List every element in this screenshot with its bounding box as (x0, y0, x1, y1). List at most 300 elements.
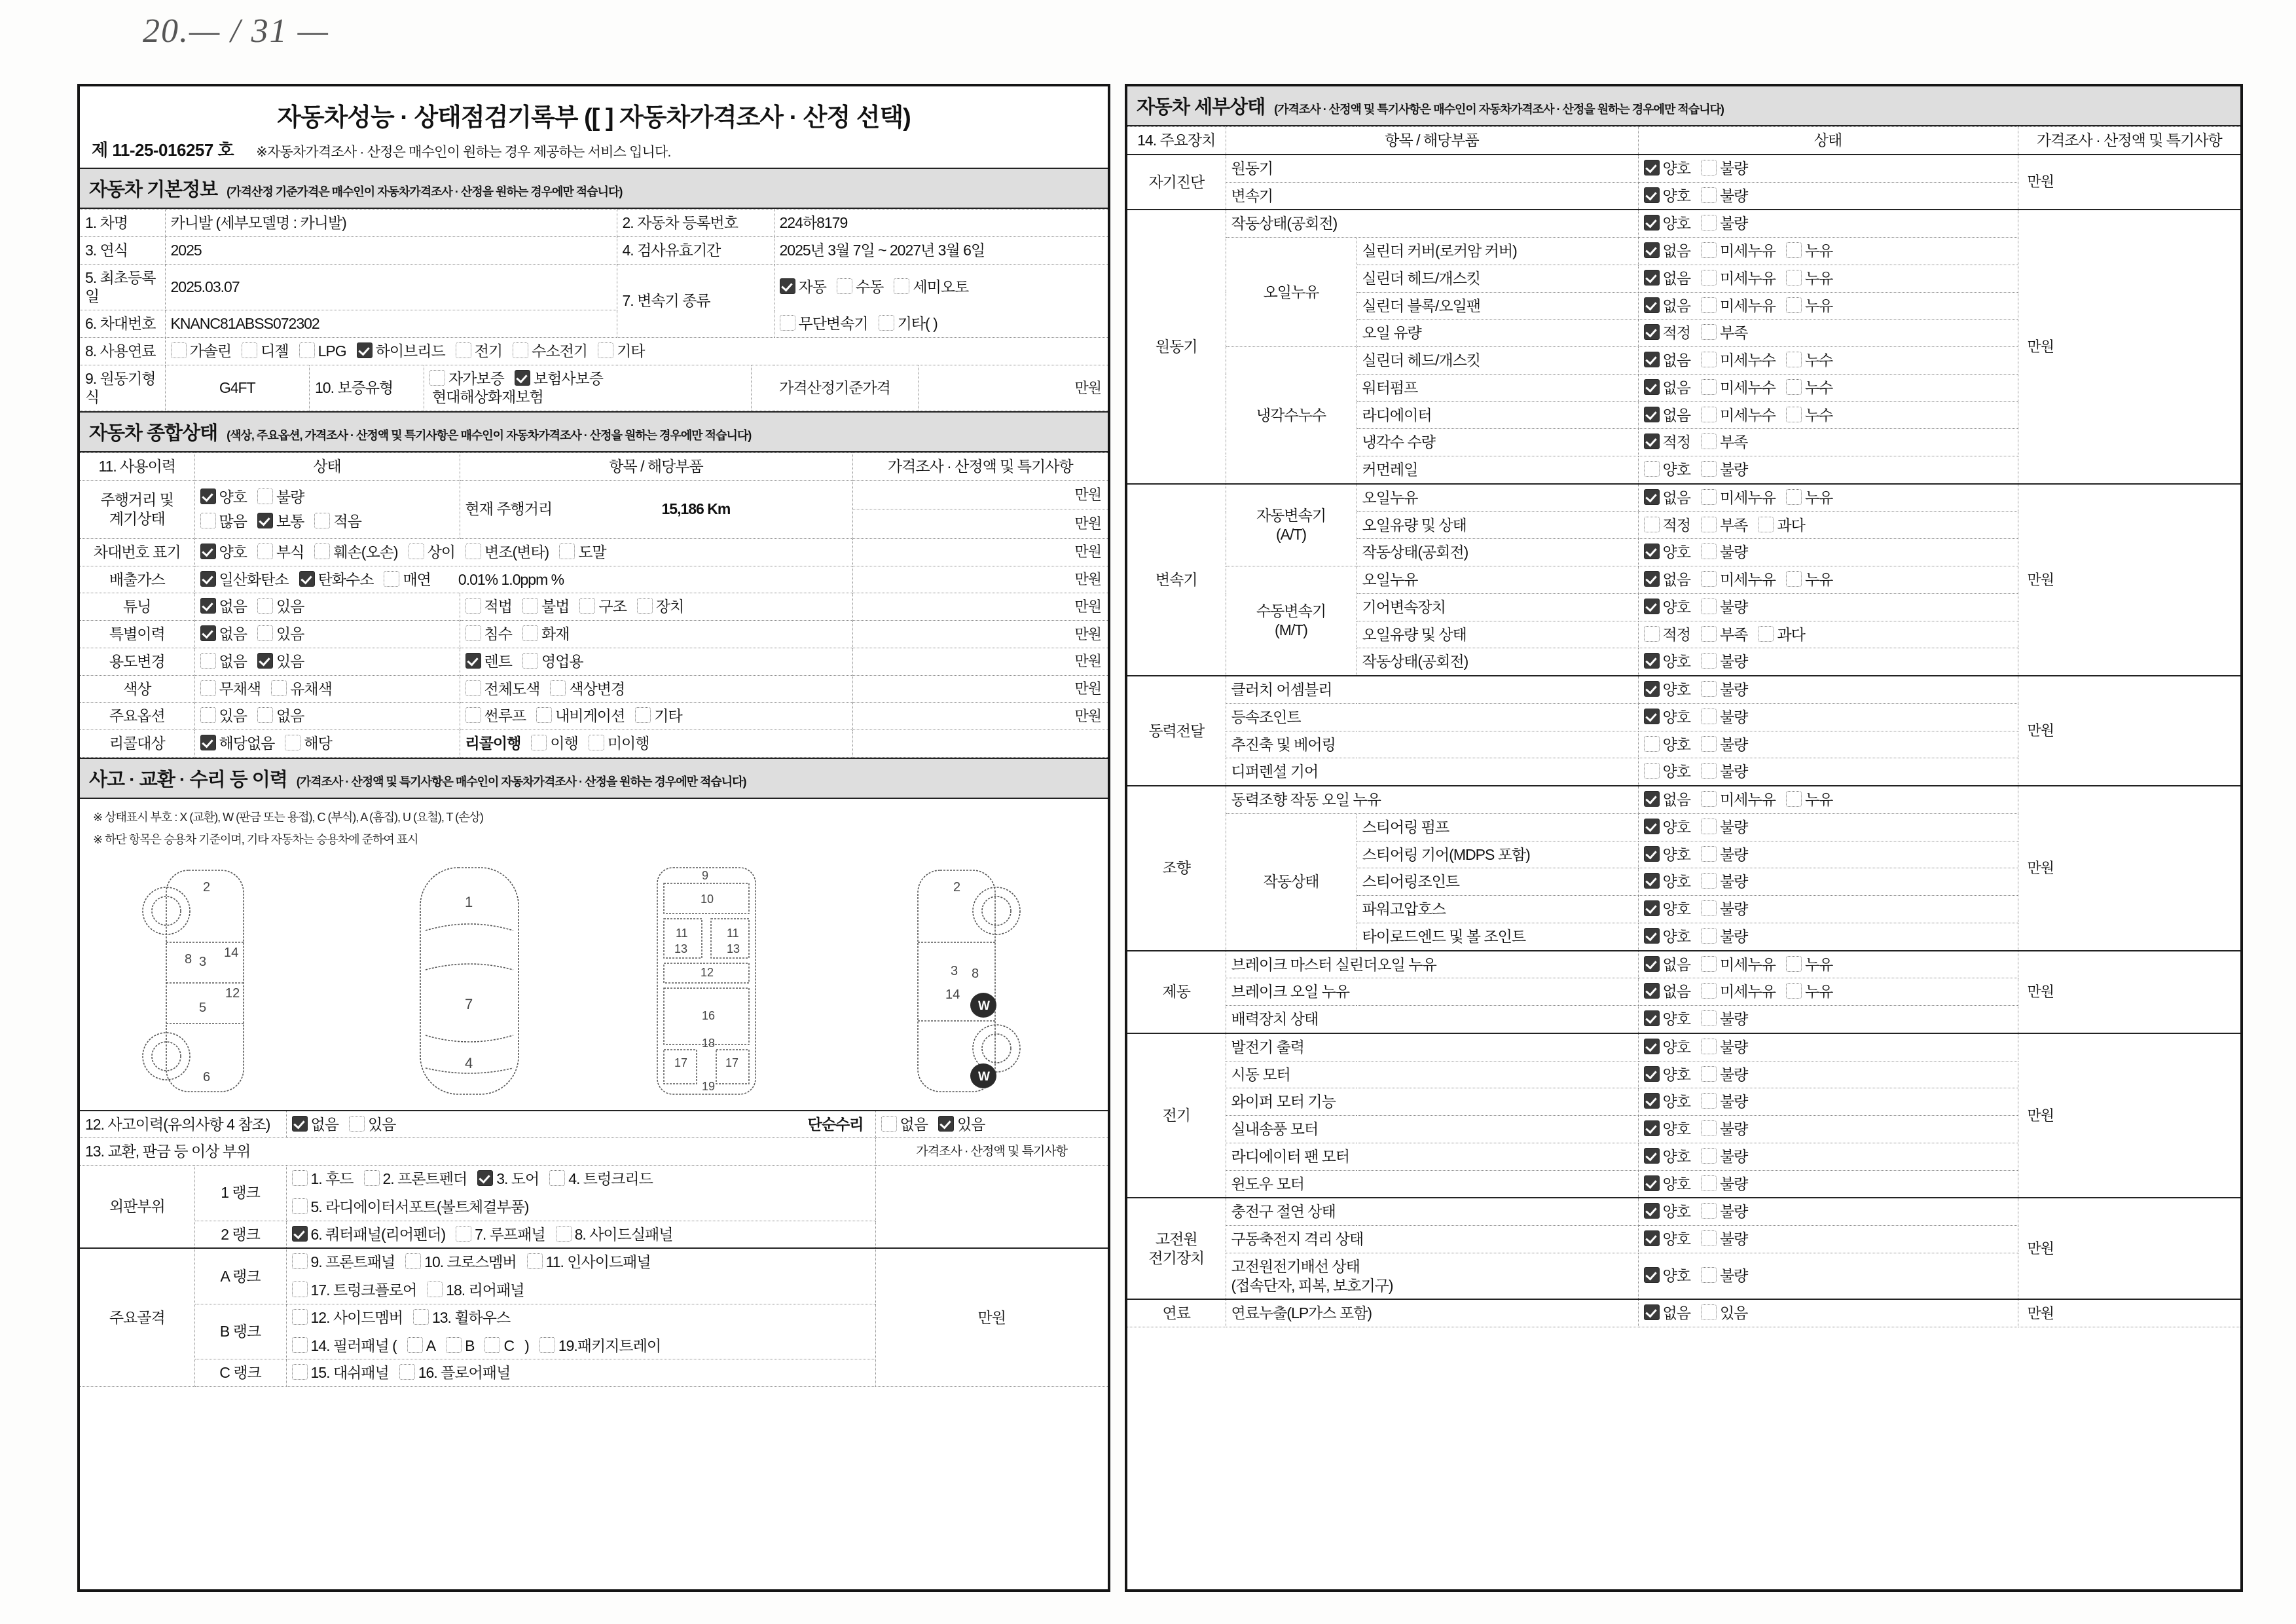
state-option[interactable] (384, 570, 430, 589)
detail-state-option[interactable] (1701, 297, 1776, 316)
detail-state-option[interactable] (1644, 818, 1690, 837)
checkbox[interactable] (1701, 653, 1717, 669)
checkbox-checked[interactable] (1644, 1175, 1660, 1191)
detail-state-option[interactable] (1701, 433, 1747, 452)
checkbox[interactable] (1786, 956, 1802, 972)
checkbox[interactable] (1701, 681, 1717, 697)
checkbox-checked[interactable] (299, 571, 315, 587)
checkbox-checked[interactable] (1644, 1039, 1660, 1054)
checkbox-checked[interactable] (1644, 791, 1660, 807)
detail-state-option[interactable] (1701, 598, 1747, 617)
rankA-option[interactable] (292, 1281, 417, 1300)
checkbox[interactable] (556, 1226, 572, 1242)
state-option[interactable] (257, 543, 304, 562)
checkbox[interactable] (446, 1337, 462, 1353)
checkbox[interactable] (1701, 270, 1717, 286)
checkbox[interactable] (1701, 709, 1717, 724)
checkbox[interactable] (522, 653, 538, 669)
checkbox[interactable] (200, 653, 216, 669)
detail-state-option[interactable] (1786, 982, 1832, 1001)
checkbox[interactable] (1701, 1093, 1717, 1109)
checkbox[interactable] (1786, 407, 1802, 422)
fuel-option[interactable] (357, 342, 445, 361)
checkbox-checked[interactable] (1644, 1304, 1660, 1320)
item-option[interactable] (522, 625, 569, 644)
state-option[interactable] (314, 543, 397, 562)
checkbox[interactable] (1786, 270, 1802, 286)
checkbox[interactable] (1701, 1148, 1717, 1164)
checkbox[interactable] (522, 625, 538, 641)
rank1-option[interactable] (292, 1198, 529, 1217)
warranty-option[interactable] (515, 369, 603, 388)
checkbox-checked[interactable] (200, 544, 216, 559)
checkbox[interactable] (1701, 517, 1717, 532)
checkbox-checked[interactable] (200, 489, 216, 504)
detail-state-option[interactable] (1644, 982, 1690, 1001)
checkbox-checked[interactable] (1644, 956, 1660, 972)
state-option[interactable] (200, 488, 247, 507)
checkbox-checked[interactable] (1644, 1203, 1660, 1219)
checkbox[interactable] (1701, 1203, 1717, 1219)
checkbox[interactable] (635, 707, 651, 723)
checkbox-checked[interactable] (200, 735, 216, 750)
state-option[interactable] (200, 680, 261, 699)
rankB-option[interactable] (292, 1308, 403, 1327)
warranty-option[interactable] (429, 369, 504, 388)
detail-state-option[interactable] (1701, 406, 1776, 425)
checkbox[interactable] (465, 544, 481, 559)
checkbox-checked[interactable] (477, 1170, 493, 1186)
checkbox-checked[interactable] (1644, 379, 1660, 395)
checkbox[interactable] (1701, 1230, 1717, 1246)
item-option[interactable] (550, 680, 625, 699)
checkbox[interactable] (1701, 571, 1717, 587)
item-option[interactable] (465, 625, 512, 644)
detail-state-option[interactable] (1644, 625, 1690, 644)
detail-state-option[interactable] (1644, 1304, 1690, 1323)
checkbox-checked[interactable] (1644, 709, 1660, 724)
detail-state-option[interactable] (1701, 845, 1747, 864)
checkbox[interactable] (1786, 791, 1802, 807)
item-option[interactable] (579, 597, 626, 616)
detail-state-option[interactable] (1786, 489, 1832, 507)
detail-state-option[interactable] (1701, 790, 1776, 809)
checkbox-checked[interactable] (1644, 297, 1660, 313)
state-option[interactable] (559, 543, 606, 562)
detail-state-option[interactable] (1644, 1175, 1690, 1194)
detail-state-option[interactable] (1701, 460, 1747, 479)
checkbox[interactable] (484, 1337, 500, 1353)
detail-state-option[interactable] (1644, 242, 1690, 261)
state-option[interactable] (200, 707, 247, 726)
detail-state-option[interactable] (1701, 708, 1747, 727)
detail-state-option[interactable] (1701, 1092, 1747, 1111)
detail-state-option[interactable] (1644, 489, 1690, 507)
checkbox[interactable] (559, 544, 575, 559)
detail-state-option[interactable] (1786, 269, 1832, 288)
checkbox[interactable] (456, 342, 471, 358)
detail-state-option[interactable] (1786, 378, 1832, 397)
detail-state-option[interactable] (1786, 351, 1832, 370)
checkbox-checked[interactable] (200, 625, 216, 641)
detail-state-option[interactable] (1644, 433, 1690, 452)
checkbox[interactable] (292, 1309, 308, 1325)
detail-state-option[interactable] (1644, 790, 1690, 809)
checkbox-checked[interactable] (1644, 160, 1660, 175)
detail-state-option[interactable] (1701, 1175, 1747, 1194)
detail-state-option[interactable] (1701, 489, 1776, 507)
detail-state-option[interactable] (1701, 1010, 1747, 1029)
state-option[interactable] (257, 597, 304, 616)
detail-state-option[interactable] (1786, 242, 1832, 261)
checkbox[interactable] (1701, 407, 1717, 422)
checkbox[interactable] (456, 1226, 471, 1242)
checkbox[interactable] (550, 680, 566, 696)
checkbox-checked[interactable] (1644, 873, 1660, 889)
checkbox-checked[interactable] (1644, 1148, 1660, 1164)
checkbox-checked[interactable] (1644, 653, 1660, 669)
detail-state-option[interactable] (1786, 570, 1832, 589)
checkbox[interactable] (1701, 379, 1717, 395)
checkbox-checked[interactable] (1644, 215, 1660, 231)
checkbox[interactable] (1701, 1304, 1717, 1320)
checkbox[interactable] (314, 513, 330, 528)
detail-state-option[interactable] (1701, 187, 1747, 206)
checkbox[interactable] (1644, 626, 1660, 642)
checkbox-checked[interactable] (1644, 1267, 1660, 1283)
checkbox[interactable] (1701, 215, 1717, 231)
checkbox-checked[interactable] (1644, 819, 1660, 834)
detail-state-option[interactable] (1644, 351, 1690, 370)
checkbox[interactable] (257, 707, 273, 723)
checkbox-checked[interactable] (1644, 352, 1660, 367)
detail-state-option[interactable] (1786, 790, 1832, 809)
checkbox-checked[interactable] (1644, 407, 1660, 422)
checkbox[interactable] (292, 1170, 308, 1186)
checkbox-checked[interactable] (292, 1116, 308, 1132)
checkbox[interactable] (536, 707, 552, 723)
checkbox[interactable] (837, 278, 852, 294)
detail-state-option[interactable] (1701, 269, 1776, 288)
detail-state-option[interactable] (1786, 297, 1832, 316)
checkbox[interactable] (1701, 846, 1717, 862)
checkbox[interactable] (257, 489, 273, 504)
checkbox[interactable] (314, 544, 330, 559)
checkbox-checked[interactable] (1644, 599, 1660, 614)
pillar-sub-option[interactable] (484, 1337, 514, 1356)
detail-state-option[interactable] (1644, 762, 1690, 781)
checkbox[interactable] (271, 680, 287, 696)
state-option[interactable] (257, 488, 304, 507)
detail-state-option[interactable] (1701, 323, 1747, 342)
checkbox[interactable] (1701, 489, 1717, 505)
rank1-option[interactable] (364, 1170, 467, 1189)
detail-state-option[interactable] (1701, 1266, 1747, 1285)
checkbox[interactable] (1701, 791, 1717, 807)
checkbox[interactable] (579, 598, 595, 614)
checkbox-checked[interactable] (357, 342, 373, 358)
checkbox[interactable] (292, 1198, 308, 1214)
checkbox-checked[interactable] (257, 513, 273, 528)
detail-state-option[interactable] (1701, 570, 1776, 589)
detail-state-option[interactable] (1644, 1266, 1690, 1285)
checkbox-checked[interactable] (1644, 242, 1660, 258)
checkbox-checked[interactable] (1644, 681, 1660, 697)
item-option[interactable] (635, 707, 682, 726)
detail-state-option[interactable] (1701, 1038, 1747, 1057)
item-option[interactable] (465, 652, 512, 671)
simple-repair-option[interactable] (881, 1115, 928, 1134)
fuel-option[interactable] (299, 342, 346, 361)
checkbox[interactable] (1786, 297, 1802, 313)
detail-state-option[interactable] (1701, 955, 1776, 974)
checkbox[interactable] (171, 342, 187, 358)
checkbox[interactable] (1701, 461, 1717, 477)
checkbox[interactable] (881, 1116, 897, 1132)
checkbox[interactable] (1701, 1267, 1717, 1283)
rankC-option[interactable] (292, 1363, 389, 1382)
rankB-option[interactable] (539, 1337, 661, 1356)
transmission-option[interactable] (780, 314, 868, 333)
checkbox[interactable] (637, 598, 653, 614)
detail-state-option[interactable] (1644, 570, 1690, 589)
checkbox-checked[interactable] (1644, 571, 1660, 587)
fuel-option[interactable] (171, 342, 232, 361)
checkbox[interactable] (1701, 599, 1717, 614)
checkbox-checked[interactable] (1644, 1230, 1660, 1246)
checkbox-checked[interactable] (938, 1116, 954, 1132)
checkbox[interactable] (1701, 1039, 1717, 1054)
item-option[interactable] (465, 707, 526, 726)
detail-state-option[interactable] (1644, 543, 1690, 562)
item-option[interactable] (465, 597, 512, 616)
item-option[interactable] (589, 734, 649, 753)
state-option[interactable] (314, 512, 361, 531)
checkbox-checked[interactable] (515, 370, 530, 386)
checkbox[interactable] (413, 1309, 429, 1325)
checkbox[interactable] (429, 370, 445, 386)
detail-state-option[interactable] (1701, 652, 1747, 671)
checkbox[interactable] (1701, 900, 1717, 916)
checkbox[interactable] (465, 625, 481, 641)
detail-state-option[interactable] (1701, 982, 1776, 1001)
checkbox[interactable] (1786, 379, 1802, 395)
checkbox[interactable] (1701, 324, 1717, 340)
checkbox[interactable] (1701, 626, 1717, 642)
detail-state-option[interactable] (1644, 845, 1690, 864)
item-option[interactable] (522, 652, 583, 671)
detail-state-option[interactable] (1701, 543, 1747, 562)
state-option[interactable] (257, 652, 304, 671)
detail-state-option[interactable] (1701, 1065, 1747, 1084)
checkbox[interactable] (549, 1170, 565, 1186)
checkbox[interactable] (1644, 517, 1660, 532)
checkbox[interactable] (242, 342, 257, 358)
detail-state-option[interactable] (1644, 297, 1690, 316)
checkbox[interactable] (292, 1253, 308, 1269)
checkbox-checked[interactable] (1644, 270, 1660, 286)
checkbox[interactable] (589, 735, 604, 750)
detail-state-option[interactable] (1701, 159, 1747, 178)
checkbox[interactable] (1786, 352, 1802, 367)
rankA-option[interactable] (427, 1281, 524, 1300)
pillar-sub-option[interactable] (446, 1337, 474, 1356)
checkbox-checked[interactable] (1644, 187, 1660, 203)
rank2-option[interactable] (456, 1225, 545, 1244)
detail-state-option[interactable] (1644, 927, 1690, 946)
state-option[interactable] (271, 680, 332, 699)
detail-state-option[interactable] (1701, 1230, 1747, 1249)
checkbox[interactable] (1701, 1120, 1717, 1136)
checkbox[interactable] (879, 315, 894, 331)
checkbox[interactable] (1701, 1066, 1717, 1082)
detail-state-option[interactable] (1644, 1092, 1690, 1111)
checkbox[interactable] (1786, 489, 1802, 505)
checkbox[interactable] (1701, 352, 1717, 367)
detail-state-option[interactable] (1644, 187, 1690, 206)
detail-state-option[interactable] (1701, 214, 1747, 233)
detail-state-option[interactable] (1701, 1120, 1747, 1139)
checkbox[interactable] (465, 707, 481, 723)
checkbox[interactable] (1701, 763, 1717, 779)
checkbox[interactable] (1786, 983, 1802, 999)
checkbox[interactable] (292, 1337, 308, 1353)
checkbox[interactable] (1644, 461, 1660, 477)
checkbox[interactable] (1701, 297, 1717, 313)
state-option[interactable] (285, 734, 331, 753)
checkbox-checked[interactable] (1644, 983, 1660, 999)
checkbox[interactable] (1786, 571, 1802, 587)
checkbox[interactable] (465, 680, 481, 696)
detail-state-option[interactable] (1701, 625, 1747, 644)
transmission-option[interactable] (879, 314, 938, 333)
detail-state-option[interactable] (1644, 735, 1690, 754)
detail-state-option[interactable] (1644, 1010, 1690, 1029)
checkbox-checked[interactable] (1644, 1093, 1660, 1109)
rank1-option[interactable] (549, 1170, 653, 1189)
checkbox[interactable] (200, 513, 216, 528)
detail-state-option[interactable] (1701, 378, 1776, 397)
checkbox[interactable] (257, 598, 273, 614)
checkbox[interactable] (1644, 736, 1660, 752)
checkbox-checked[interactable] (292, 1226, 308, 1242)
checkbox[interactable] (292, 1282, 308, 1297)
state-option[interactable] (200, 597, 247, 616)
state-option[interactable] (257, 707, 304, 726)
checkbox[interactable] (200, 707, 216, 723)
checkbox[interactable] (285, 735, 301, 750)
fuel-option[interactable] (456, 342, 502, 361)
checkbox[interactable] (1701, 1175, 1717, 1191)
checkbox-checked[interactable] (780, 278, 795, 294)
checkbox[interactable] (894, 278, 909, 294)
detail-state-option[interactable] (1701, 818, 1747, 837)
pillar-sub-option[interactable] (407, 1337, 435, 1356)
detail-state-option[interactable] (1644, 598, 1690, 617)
simple-repair-option[interactable] (938, 1115, 985, 1134)
item-option[interactable] (531, 734, 577, 753)
transmission-option[interactable] (780, 278, 826, 297)
checkbox[interactable] (1701, 983, 1717, 999)
detail-state-option[interactable] (1644, 378, 1690, 397)
checkbox-checked[interactable] (1644, 489, 1660, 505)
detail-state-option[interactable] (1701, 1147, 1747, 1166)
item-option[interactable] (465, 680, 540, 699)
checkbox[interactable] (1701, 160, 1717, 175)
state-option[interactable] (257, 512, 304, 531)
checkbox[interactable] (1701, 736, 1717, 752)
checkbox[interactable] (200, 680, 216, 696)
checkbox[interactable] (1758, 626, 1774, 642)
checkbox[interactable] (349, 1116, 365, 1132)
fuel-option[interactable] (513, 342, 587, 361)
rankA-option[interactable] (405, 1253, 516, 1272)
checkbox-checked[interactable] (1644, 1066, 1660, 1082)
checkbox[interactable] (1786, 242, 1802, 258)
detail-state-option[interactable] (1701, 900, 1747, 919)
checkbox[interactable] (1701, 544, 1717, 559)
checkbox[interactable] (427, 1282, 443, 1297)
checkbox[interactable] (1701, 873, 1717, 889)
state-option[interactable] (200, 734, 275, 753)
checkbox-checked[interactable] (1644, 1010, 1660, 1026)
detail-state-option[interactable] (1701, 351, 1776, 370)
checkbox[interactable] (539, 1337, 555, 1353)
rank2-option[interactable] (292, 1225, 446, 1244)
checkbox-checked[interactable] (200, 598, 216, 614)
rankA-option[interactable] (527, 1253, 651, 1272)
checkbox[interactable] (598, 342, 613, 358)
item-option[interactable] (637, 597, 683, 616)
rank1-option[interactable] (292, 1170, 354, 1189)
detail-state-option[interactable] (1644, 708, 1690, 727)
state-option[interactable] (257, 625, 304, 644)
rank2-option[interactable] (556, 1225, 673, 1244)
item-option[interactable] (536, 707, 625, 726)
detail-state-option[interactable] (1701, 735, 1747, 754)
checkbox-checked[interactable] (465, 653, 481, 669)
detail-state-option[interactable] (1644, 406, 1690, 425)
state-option[interactable] (200, 570, 289, 589)
checkbox[interactable] (1701, 434, 1717, 449)
detail-state-option[interactable] (1644, 1120, 1690, 1139)
checkbox[interactable] (257, 625, 273, 641)
checkbox[interactable] (292, 1364, 308, 1380)
checkbox-checked[interactable] (257, 653, 273, 669)
checkbox-checked[interactable] (1644, 1120, 1660, 1136)
checkbox-checked[interactable] (200, 571, 216, 587)
checkbox[interactable] (409, 544, 424, 559)
detail-state-option[interactable] (1701, 680, 1747, 699)
checkbox-checked[interactable] (1644, 900, 1660, 916)
fuel-option[interactable] (242, 342, 288, 361)
detail-state-option[interactable] (1786, 955, 1832, 974)
checkbox[interactable] (465, 598, 481, 614)
detail-state-option[interactable] (1644, 1202, 1690, 1221)
checkbox[interactable] (1701, 242, 1717, 258)
detail-state-option[interactable] (1644, 680, 1690, 699)
detail-state-option[interactable] (1644, 1065, 1690, 1084)
checkbox[interactable] (522, 598, 538, 614)
state-option[interactable] (465, 543, 549, 562)
detail-state-option[interactable] (1644, 1038, 1690, 1057)
checkbox[interactable] (399, 1364, 415, 1380)
detail-state-option[interactable] (1701, 516, 1747, 535)
checkbox[interactable] (1701, 928, 1717, 944)
checkbox[interactable] (407, 1337, 423, 1353)
checkbox[interactable] (527, 1253, 543, 1269)
detail-state-option[interactable] (1701, 872, 1747, 891)
